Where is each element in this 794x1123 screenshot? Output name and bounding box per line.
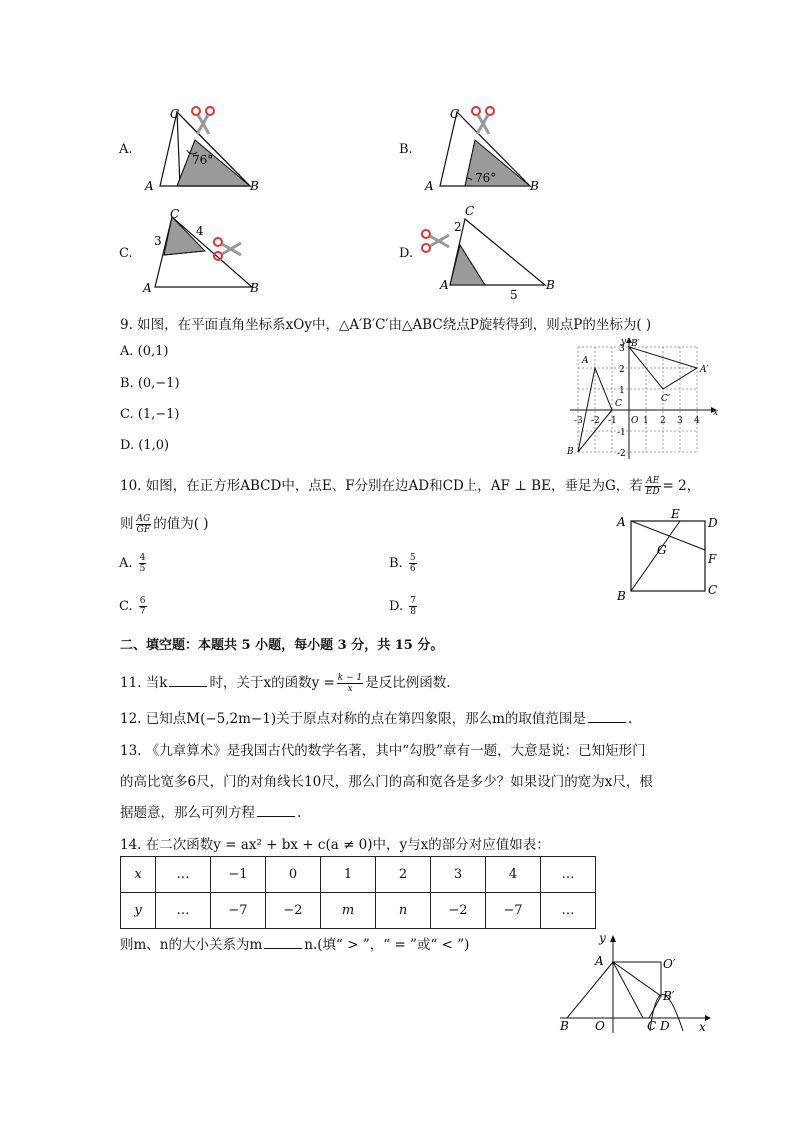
option-b-figure [420, 100, 560, 195]
svg-text:A: A [595, 954, 604, 968]
svg-text:C: C [170, 107, 180, 121]
q9-option-d: D. (1,0) [120, 438, 170, 453]
svg-text:B: B [546, 278, 555, 292]
svg-text:A: A [582, 356, 589, 366]
svg-text:B′: B′ [663, 989, 675, 1003]
table-row: x … −1 0 1 2 3 4 … [121, 857, 596, 893]
svg-text:C: C [615, 399, 622, 409]
svg-text:C′: C′ [661, 394, 670, 404]
section-title-fill-in: 二、填空题：本题共 5 小题，每小题 3 分，共 15 分。 [120, 638, 444, 653]
svg-text:-2: -2 [617, 449, 626, 459]
option-b-label: B. [399, 142, 413, 157]
svg-text:76°: 76° [192, 153, 214, 167]
svg-text:3: 3 [619, 344, 625, 354]
svg-text:A: A [617, 515, 626, 529]
q12: 12. 已知点M(−5,2m−1)关于原点对称的点在第四象限，那么m的取值范围是 . [120, 711, 633, 727]
svg-text:C: C [465, 204, 475, 218]
q14-stem: 14. 在二次函数y = ax² + bx + c(a ≠ 0)中，y与x的部分对应值如表： [120, 837, 550, 853]
svg-text:2: 2 [454, 220, 462, 234]
q10-square-figure [612, 506, 722, 606]
svg-text:-3: -3 [574, 416, 583, 426]
svg-text:x: x [699, 1020, 706, 1034]
q10-option-a: A. $\frac{4}{5}$ [119, 553, 146, 574]
option-c-label: C. [119, 246, 133, 261]
svg-text:2: 2 [660, 416, 666, 426]
svg-text:3: 3 [677, 416, 683, 426]
svg-text:4: 4 [196, 224, 204, 238]
q14-value-table [120, 856, 596, 929]
option-c-figure [140, 205, 270, 297]
q10-stem-line1: 10. 如图，在正方形ABCD中，点E、F分别在边AD和CD上，AF ⊥ BE，垂足为G，若 $\frac{AE}{ED}$ = 2， [120, 476, 701, 497]
q9-stem: 9. 如图，在平面直角坐标系xOy中，△A′B′C′由△ABC绕点P旋转得到，则点P的坐标为( ) [120, 317, 652, 333]
svg-text:3: 3 [154, 234, 162, 248]
q9-coordinate-figure [565, 335, 725, 460]
table-row: y … −7 −2 m n −2 −7 … [121, 893, 596, 929]
svg-text:-1: -1 [608, 416, 617, 426]
svg-text:2: 2 [619, 365, 625, 375]
svg-text:B′: B′ [631, 339, 640, 349]
svg-text:B: B [567, 447, 574, 457]
q9-option-a: A. (0,1) [120, 344, 169, 359]
svg-text:A: A [143, 281, 152, 295]
svg-text:B: B [560, 1019, 569, 1033]
svg-text:y: y [621, 337, 627, 347]
svg-text:A: A [145, 179, 154, 193]
q13-line2: 的高比宽多6尺，门的对角线长10尺，那么门的高和宽各是多少？如果设门的宽为x尺，根 [120, 774, 653, 790]
svg-text:O: O [595, 1019, 605, 1033]
svg-text:C: C [708, 583, 718, 597]
svg-text:B: B [530, 179, 539, 193]
svg-text:5: 5 [510, 288, 518, 302]
svg-text:B: B [617, 589, 626, 603]
svg-text:A: A [425, 179, 434, 193]
q14-answer: 则m、n的大小关系为m n.(填“ > ”，“ = ”或“ < ”) [120, 937, 470, 953]
svg-text:A′: A′ [700, 365, 709, 375]
q13-line1: 13. 《九章算术》是我国古代的数学名著，其中“勾股”章有一题，大意是说：已知矩形门 [120, 743, 646, 759]
q9-option-c: C. (1,−1) [120, 407, 180, 422]
svg-text:-2: -2 [591, 416, 600, 426]
svg-text:-1: -1 [617, 428, 626, 438]
svg-text:C D: C D [647, 1019, 670, 1033]
svg-text:B: B [250, 281, 259, 295]
scissors-icon [422, 230, 449, 252]
option-d-label: D. [399, 246, 414, 261]
svg-text:O′: O′ [663, 957, 676, 971]
svg-text:O: O [631, 416, 639, 426]
svg-text:E: E [671, 507, 680, 521]
option-a-label: A. [119, 142, 133, 157]
svg-text:C: C [450, 107, 460, 121]
svg-text:G: G [657, 543, 667, 557]
q11: 11. 当k 时，关于x的函数y = $\frac{k - 1}{x}$ 是反比例函数. [120, 673, 451, 694]
svg-text:x: x [713, 408, 719, 418]
q9-option-b: B. (0,−1) [120, 376, 180, 391]
q15-figure [555, 928, 715, 1038]
svg-text:F: F [708, 552, 717, 566]
option-d-figure [420, 203, 565, 303]
svg-text:C: C [170, 207, 180, 221]
q10-option-b: B. $\frac{5}{6}$ [389, 553, 416, 574]
svg-text:A: A [440, 278, 449, 292]
svg-text:1: 1 [619, 386, 625, 396]
svg-text:D: D [708, 516, 718, 530]
q10-option-c: C. $\frac{6}{7}$ [119, 596, 146, 617]
svg-text:1: 1 [643, 416, 649, 426]
q10-stem-line2: 则 $\frac{AG}{GF}$ 的值为( ) [120, 514, 209, 535]
q10-option-d: D. $\frac{7}{8}$ [389, 596, 416, 617]
option-a-figure [140, 100, 280, 195]
svg-text:4: 4 [694, 416, 700, 426]
svg-text:B: B [250, 179, 259, 193]
svg-text:76°: 76° [475, 171, 497, 185]
q13-line3: 据题意，那么可列方程 . [120, 805, 302, 821]
svg-text:y: y [599, 931, 606, 945]
